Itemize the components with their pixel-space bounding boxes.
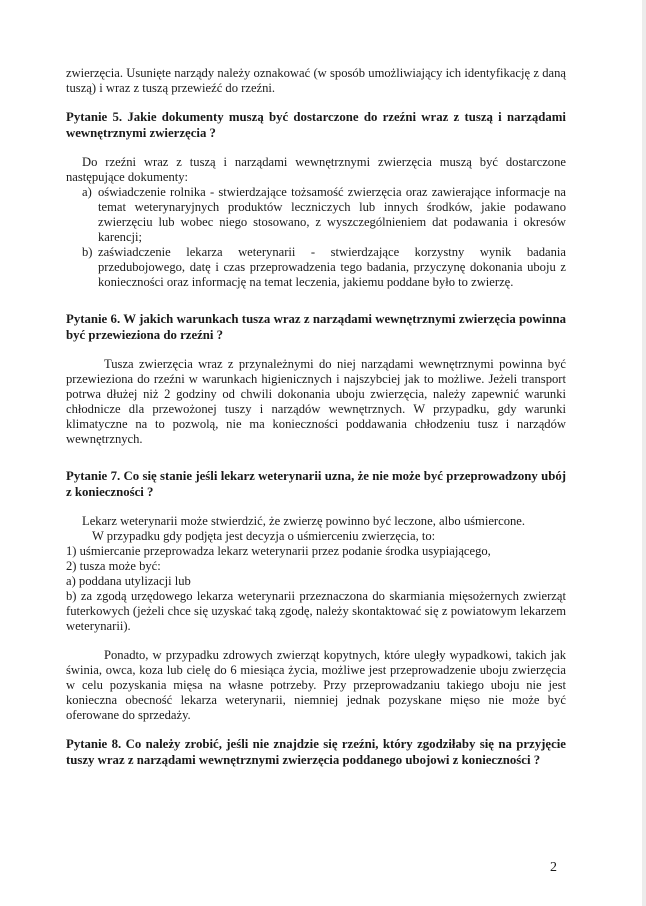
list-item-text: oświadczenie rolnika - stwierdzające tożsamość zwierzęcia oraz zawierające informacje na temat weterynaryjnych produktów leczniczych lub innych środków, jakie podawano zwierzęciu lub wobec niego stosowano, z wyszczególnieniem dat podawania i okresów karencji; [98,185,566,244]
list-item [66,185,566,245]
question-6-heading: Pytanie 6. W jakich warunkach tusza wraz z narządami wewnętrznymi zwierzęcia powinna być przewieziona do rzeźni ? [66,312,566,342]
question-5-lead: Do rzeźni wraz z tuszą i narządami wewnętrznymi zwierzęcia muszą być dostarczone następujące dokumenty: [66,155,566,184]
list-item-text: zaświadczenie lekarza weterynarii - stwierdzające korzystny wynik badania przedubojowego, datę i czas przeprowadzenia tego badania, przyczynę dokonania uboju z konieczności oraz informację na temat leczenia, jakiemu poddane było to zwierzę. [98,245,566,289]
question-7-paragraph-1: Lekarz weterynarii może stwierdzić, że zwierzę powinno być leczone, albo uśmiercone. [82,514,526,528]
document-body [66,66,566,768]
intro-paragraph: zwierzęcia. Usunięte narządy należy oznakować (w sposób umożliwiający ich identyfikację z daną tuszą) i wraz z tuszą przewieźć do rzeźni. [66,66,566,95]
question-7-line-3: a) poddana utylizacji lub [66,574,191,588]
list-marker: b) [82,245,93,259]
question-7-paragraph-3: Ponadto, w przypadku zdrowych zwierząt kopytnych, które uległy wypadkowi, takich jak świnia, owca, koza lub cielę do 6 miesiąca życia, możliwe jest przeprowadzenie uboju zwierzęcia w celu pozyskania mięsa na własne potrzeby. Przy przeprowadzaniu takiego uboju nie jest konieczna obecność lekarza weterynarii, niemniej jednak pozyskane mięso nie może być oferowane do sprzedaży. [66,648,566,722]
list-marker: a) [82,185,92,199]
documents-list [66,185,566,290]
question-8-heading: Pytanie 8. Co należy zrobić, jeśli nie znajdzie się rzeźni, który zgodziłaby się na przyjęcie tuszy wraz z narządami wewnętrznymi zwierzęcia poddanego ubojowi z konieczności ? [66,737,566,767]
page-number: 2 [550,860,557,875]
question-7-heading: Pytanie 7. Co się stanie jeśli lekarz weterynarii uzna, że nie może być przeprowadzony ubój z konieczności ? [66,469,566,499]
list-item [66,245,566,290]
question-7-paragraph-2: W przypadku gdy podjęta jest decyzja o uśmierceniu zwierzęcia, to: [92,529,436,543]
question-7-line-2: 2) tusza może być: [66,559,161,573]
question-5-heading: Pytanie 5. Jakie dokumenty muszą być dostarczone do rzeźni wraz z tuszą i narządami wewnętrznymi zwierzęcia ? [66,110,566,140]
scan-edge-shadow [642,0,646,906]
question-6-body: Tusza zwierzęcia wraz z przynależnymi do niej narządami wewnętrznymi powinna być przewieziona do rzeźni w warunkach higienicznych i najszybciej jak to możliwe. Jeżeli transport potrwa dłużej niż 2 godziny od chwili dokonania uboju zwierzęcia, należy zapewnić warunki chłodnicze dla przewożonej tuszy i narządów wewnętrznych. W przypadku, gdy warunki klimatyczne na to pozwolą, nie ma konieczności poddawania chłodzeniu tusz i narządów wewnętrznych. [66,357,566,446]
question-7-line-1: 1) uśmiercanie przeprowadza lekarz weterynarii przez podanie środka usypiającego, [66,544,491,558]
question-7-line-4: b) za zgodą urzędowego lekarza weterynarii przeznaczona do skarmiania mięsożernych zwierząt futerkowych (jeżeli chce się uzyskać taką zgodę, należy skontaktować się z powiatowym lekarzem weterynarii). [66,589,566,633]
